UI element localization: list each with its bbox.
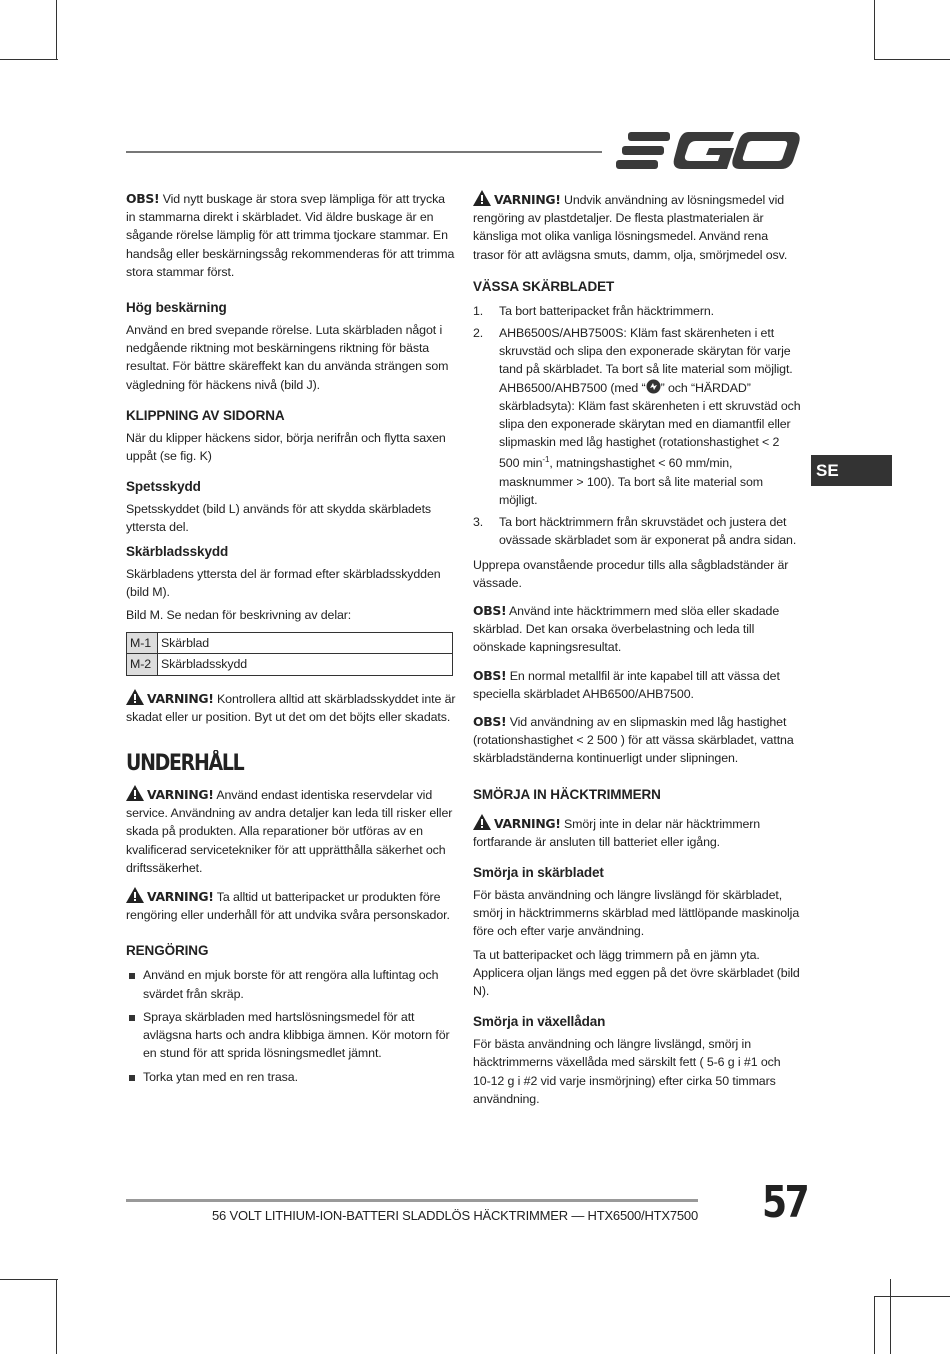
step-text: Ta bort häcktrimmern från skruvstädet och justera det ovässade skärbladet som är exponerat på andra sidan. [499,515,797,548]
obs-text: Vid användning av en slipmaskin med låg hastighet (rotationshastighet < 2 500 ) för att vässa skärbladet, vattna skärbladständerna kontinuerligt under slipningen. [473,715,794,766]
crop-mark [0,59,58,60]
footer-rule [126,1199,698,1202]
footer-text: 56 VOLT LITHIUM-ION-BATTERI SLADDLÖS HÄCKTRIMMER — HTX6500/HTX7500 [212,1208,698,1223]
crop-mark [0,1279,58,1280]
section-title: VÄSSA SKÄRBLADET [473,278,615,294]
warning-icon [473,190,491,206]
warning-text: Undvik användning av lösningsmedel vid rengöring av plastdetaljer. De flesta plastmaterialen är känsliga mot olika vanliga lösningsmedel. Använd rena trasor för att avlägsna smuts, damm, olja, smörjmedel osv. [473,193,788,262]
section-title: Spetsskydd [126,479,201,495]
obs-text: Vid nytt buskage är stora svep lämpliga för att trycka in stammarna direkt i skärbladet. Vid äldre buskage är en sågande rörelse lämplig för att trimma tjockare stammar. En handsåg eller beskärningssåg rekommenderas för att trimma stora stammar först. [126,192,455,279]
crop-mark [56,0,57,60]
warning-icon [126,887,144,903]
obs-note [473,667,801,703]
warning-note [126,785,456,877]
crop-mark [874,0,875,60]
step-text: , matningshastighet < 60 mm/min, masknummer > 100). Ta bort så lite material som möjligt. [499,456,763,507]
crop-mark [56,1279,57,1354]
section-title: KLIPPNING AV SIDORNA [126,407,285,423]
paragraph: För bästa användning och längre livslängd för skärbladet, smörj in häcktrimmerns skärblad med lättlöpande maskinolja före och efter varje användning. [473,888,800,939]
paragraph: Ta ut batteripacket och lägg trimmern på en jämn yta. Applicera oljan längs med eggen på det övre skärbladet (bild N). [473,947,800,999]
warning-note [473,190,801,264]
part-name: Skärblad [158,633,453,654]
paragraph: För bästa användning och längre livslängd, smörj in häcktrimmerns växellåda med särskilt fett ( 5-6 g i #1 och 10-12 g i #2 vid varje insmörjning) efter cirka 50 timmars användning. [473,1037,781,1106]
paragraph: Spetsskyddet (bild L) används för att skydda skärbladets yttersta del. [126,502,432,535]
chapter-title: UNDERHÅLL [126,751,244,777]
list-item [473,324,801,509]
parts-table [126,632,453,675]
paragraph: Upprepa ovanstående procedur tills alla sågbladständer är vässade. [473,557,789,590]
crop-mark [890,1279,891,1354]
paragraph: Använd en bred svepande rörelse. Luta skärbladen något i nedgående riktning mot beskärningens riktning för bästa resultat. För bättre skäreffekt kan du använda strängen som vägledning för häckens nivå (bild J). [126,323,449,392]
warning-note [473,814,801,851]
step-text: Ta bort batteripacket från häcktrimmern. [499,303,714,318]
list-item: Spraya skärbladen med hartslösningsmedel för att avlägsna harts och andra klibbiga ämnen. Kör motorn för en stund för att sprida lösningsmedlet jämnt. [126,1008,456,1063]
right-column [473,190,801,1108]
obs-note [126,190,456,281]
warning-label: VARNING! [147,889,214,905]
left-column [126,190,456,1091]
obs-label: OBS! [473,602,507,618]
warning-note [126,689,456,726]
page-number: 57 [762,1177,808,1228]
crop-mark [874,1296,950,1297]
warning-text: Kontrollera alltid att skärbladsskyddet inte är skadat eller ur position. Byt ut det om det böjts eller skadats. [126,691,456,724]
section-title: Smörja in växellådan [473,1014,606,1030]
section-title: Smörja in skärbladet [473,865,604,881]
crop-mark [874,1296,875,1354]
header-rule [126,151,602,153]
section-title: Skärbladsskydd [126,543,229,559]
step-number: 1. [473,303,484,318]
warning-label: VARNING! [494,815,561,831]
warning-text: Smörj inte in delar när häcktrimmern fortfarande är ansluten till batteriet eller igång. [473,816,761,849]
section-title: RENGÖRING [126,943,209,959]
warning-note [126,887,456,924]
table-row [127,633,453,654]
obs-label: OBS! [126,191,160,206]
sharpen-steps [473,302,801,550]
part-name: Skärbladsskydd [158,654,453,675]
list-item: Använd en mjuk borste för att rengöra alla luftintag och svärdet från skräp. [126,966,456,1002]
warning-icon [126,689,144,705]
warning-icon [126,785,144,801]
step-number: 2. [473,326,484,341]
section-title: Hög beskärning [126,300,227,316]
ego-logo [616,130,800,172]
list-item [473,513,801,549]
part-code: M-2 [127,654,158,675]
list-item: Torka ytan med en ren trasa. [126,1068,456,1086]
obs-note [473,713,801,768]
paragraph: När du klipper häckens sidor, börja nerifrån och flytta saxen uppåt (se fig. K) [126,430,446,464]
step-text: AHB6500S/AHB7500S: Kläm fast skärenheten i ett skruvstäd och slipa den exponerade skärytan för varje tand på skärbladet. Ta bort så lite material som möjligt. AHB6500/AHB7500 (med “ [499,326,793,395]
obs-label: OBS! [473,714,507,729]
obs-note [473,602,801,657]
obs-label: OBS! [473,667,507,683]
warning-text: Ta alltid ut batteripacket ur produkten före rengöring eller underhåll för att undvika svåra personskador. [126,890,450,923]
language-tab: SE [811,455,892,486]
list-item [473,302,801,320]
obs-text: Använd inte häcktrimmern med slöa eller skadade skärblad. Det kan orsaka överbelastning och leda till oönskade kapningsresultat. [473,603,780,655]
superscript: -1 [542,455,550,465]
table-row [127,654,453,675]
paragraph: Skärbladens yttersta del är formad efter skärbladsskydden (bild M). [126,566,441,599]
part-code: M-1 [127,633,158,654]
warning-text: Använd endast identiska reservdelar vid service. Användning av andra detaljer kan leda till risker eller skada på produkten. Alla reparationer bör utföras av en kvalificerad servicetekniker för att upprätthålla säkerhet och driftssäkerhet. [126,788,453,875]
warning-icon [473,814,491,830]
cleaning-list [126,966,456,1085]
step-number: 3. [473,515,484,530]
warning-label: VARNING! [494,192,561,207]
crop-mark [874,59,950,60]
warning-label: VARNING! [147,690,214,706]
paragraph: Bild M. Se nedan för beskrivning av delar: [126,608,352,623]
obs-text: En normal metallfil är inte kapabel till att vässa det speciella skärbladet AHB6500/AHB7500. [473,668,780,701]
hardened-blade-icon [646,379,661,394]
warning-label: VARNING! [147,787,214,803]
section-title: SMÖRJA IN HÄCKTRIMMERN [473,786,661,802]
step-text: ” och “HÄRDAD” skärbladsyta): Kläm fast skärenheten i ett skruvstäd och slipa den exponerade skärytan med en diamantfil eller slipmaskin med låg hastighet (rotationshastighet < 2 500 min [499,380,801,471]
